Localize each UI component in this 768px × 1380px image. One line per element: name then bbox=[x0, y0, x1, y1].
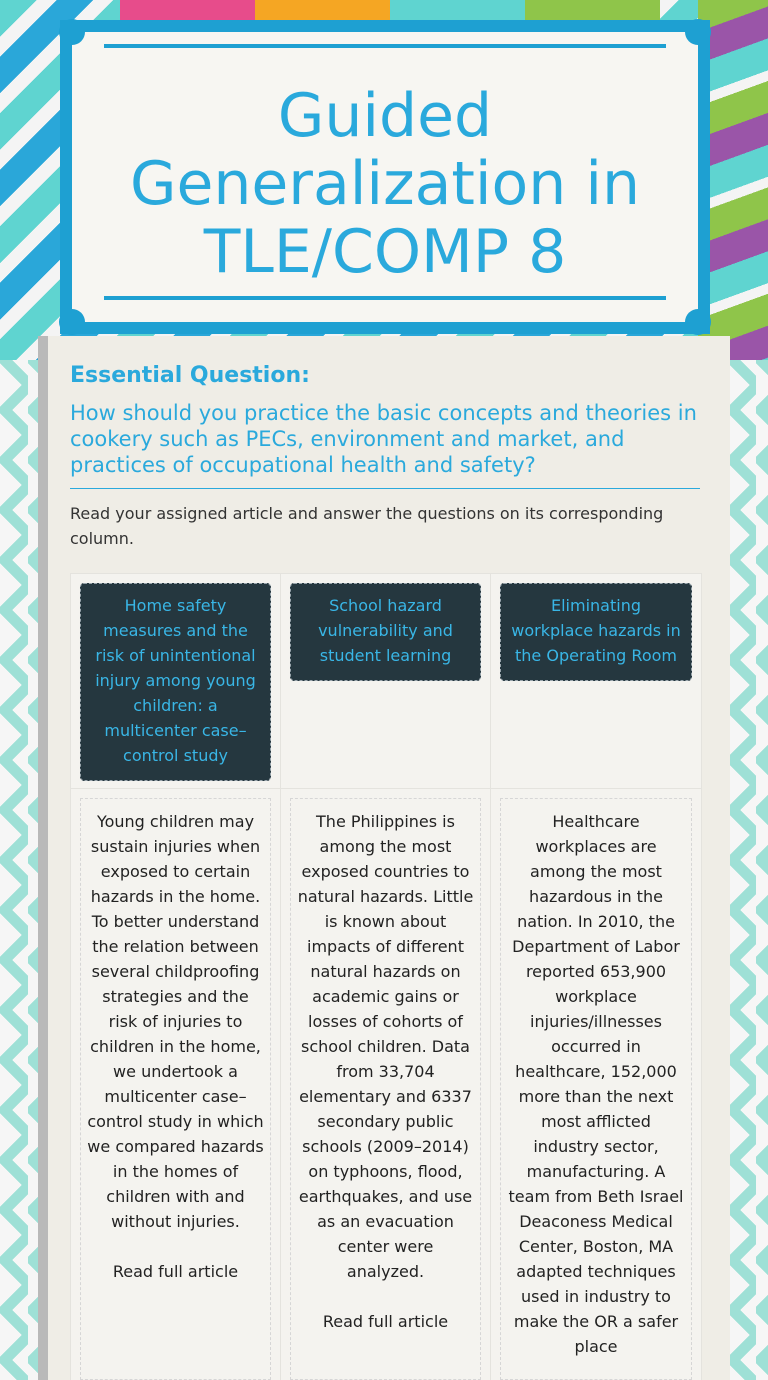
header-inner bbox=[72, 32, 698, 322]
table-header-row bbox=[71, 574, 701, 789]
abstract-text: Young children may sustain injuries when exposed to certain hazards in the home. To better understand the relation between several childproofing strategies and the risk of injuries to children in the home, we undertook a multicenter case–control study in which we compared hazards in the homes of children with and without injuries. bbox=[87, 812, 264, 1231]
instructions-text: Read your assigned article and answer the questions on its corresponding column. bbox=[70, 504, 664, 548]
table-body-row bbox=[71, 789, 701, 1380]
abstract-text: Healthcare workplaces are among the most hazardous in the nation. In 2010, the Department of Labor reported 653,900 workplace injuries/illnesses occurred in healthcare, 152,000 more than the next most afflicted industry sector, manufacturing. A team from Beth Israel Deaconess Medical Center, Boston, MA adapted techniques used in industry to make the OR a safer place bbox=[508, 812, 684, 1356]
article-title-2[interactable]: School hazard vulnerability and student learning bbox=[290, 583, 481, 681]
corner-decoration bbox=[685, 19, 711, 45]
header-card bbox=[60, 20, 710, 334]
table-cell bbox=[71, 574, 281, 788]
article-abstract-1 bbox=[80, 798, 271, 1380]
table-cell bbox=[281, 789, 491, 1380]
page-title: Guided Generalization in TLE/COMP 8 bbox=[129, 81, 641, 287]
corner-decoration bbox=[59, 19, 85, 45]
articles-table bbox=[70, 573, 702, 1380]
main-panel bbox=[38, 336, 730, 1380]
corner-decoration bbox=[59, 309, 85, 335]
background-color-strip bbox=[120, 0, 660, 20]
header-rule-bottom bbox=[104, 296, 666, 300]
table-cell bbox=[491, 789, 701, 1380]
article-abstract-3 bbox=[500, 798, 692, 1380]
article-title-1[interactable]: Home safety measures and the risk of unintentional injury among young children: a multicenter case–control study bbox=[80, 583, 271, 781]
read-more-link[interactable]: Read full article bbox=[112, 1262, 239, 1281]
table-cell bbox=[281, 574, 491, 788]
essential-question-label: Essential Question: bbox=[70, 363, 310, 388]
header-rule-top bbox=[104, 44, 666, 48]
corner-decoration bbox=[685, 309, 711, 335]
article-title-3[interactable]: Eliminating workplace hazards in the Operating Room bbox=[500, 583, 692, 681]
essential-question-text: How should you practice the basic concepts and theories in cookery such as PECs, environment and market, and practices of occupational health and safety? bbox=[70, 400, 700, 489]
abstract-text: The Philippines is among the most exposed countries to natural hazards. Little is known about impacts of different natural hazards on academic gains or losses of cohorts of school children. Data from 33,704 elementary and 6337 secondary public schools (2009–2014) on typhoons, flood, earthquakes, and use as an evacuation center were analyzed. bbox=[297, 812, 474, 1281]
table-cell bbox=[71, 789, 281, 1380]
article-abstract-2 bbox=[290, 798, 481, 1380]
read-more-link[interactable]: Read full article bbox=[322, 1312, 449, 1331]
table-cell bbox=[491, 574, 701, 788]
